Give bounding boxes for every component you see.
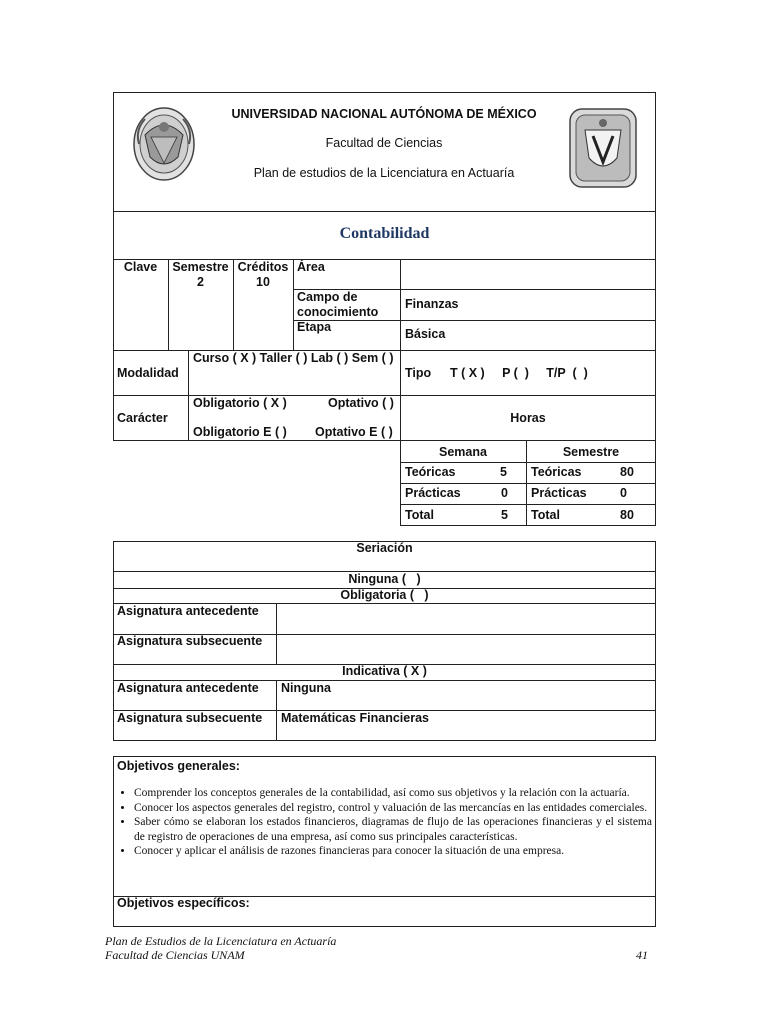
faculty-name: Facultad de Ciencias [325,136,443,150]
creditos-label: Créditos [237,260,289,274]
ind-subsecuente-value: Matemáticas Financieras [281,711,429,725]
obligatorio-option: Obligatorio ( X ) [193,396,287,410]
etapa-label: Etapa [297,320,332,334]
clave-label: Clave [123,260,158,274]
objetivos-list [117,786,652,859]
campo-label: Campo de conocimiento [297,290,379,319]
indicativa-option: Indicativa ( X ) [342,664,427,678]
footer-line1: Plan de Estudios de la Licenciatura en Actuaría [105,934,337,948]
ind-antecedente-value: Ninguna [281,681,331,695]
tipo-value: T ( X ) P ( ) T/P ( ) [450,366,588,380]
course-title: Contabilidad [339,225,430,242]
objetivo-item: • Conocer y aplicar el análisis de razones financieras para conocer la situación de una empresa. [134,844,652,859]
objetivo-item: • Conocer los aspectos generales del registro, control y valuación de las mercancías en las entidades comerciales. [134,801,652,816]
obligatorio-e-option: Obligatorio E ( ) [193,425,287,439]
area-label: Área [297,260,325,274]
plan-name: Plan de estudios de la Licenciatura en Actuaría [253,166,515,180]
university-name: UNIVERSIDAD NACIONAL AUTÓNOMA DE MÉXICO [231,107,537,121]
total-semana: 5 [501,508,508,522]
teoricas-semestre: 80 [620,465,634,479]
oblig-subsecuente-label: Asignatura subsecuente [117,634,263,648]
practicas-semestre: 0 [620,486,627,500]
semestre-value: 2 [197,275,204,289]
etapa-value: Básica [405,327,446,341]
total-semestre: 80 [620,508,634,522]
unam-seal-icon [131,105,197,183]
oblig-antecedente-label: Asignatura antecedente [117,604,259,618]
teoricas-semana: 5 [500,465,507,479]
ninguna-option: Ninguna ( ) [348,572,421,586]
modalidad-label: Modalidad [117,366,179,380]
practicas-label: Prácticas [405,486,461,500]
obligatoria-option: Obligatoria ( ) [340,588,429,602]
tipo-label: Tipo [405,366,432,380]
modalidad-value: Curso ( X ) Taller ( ) Lab ( ) Sem ( ) [193,351,394,365]
semestre-label: Semestre [172,260,229,274]
seriacion-title: Seriación [356,541,413,555]
objetivo-item: • Comprender los conceptos generales de la contabilidad, así como sus objetivos y la relación con la actuaría. [134,786,652,801]
objetivos-especificos-label: Objetivos específicos: [117,896,250,910]
horas-label: Horas [510,411,546,425]
campo-value: Finanzas [405,297,459,311]
optativo-e-option: Optativo E ( ) [315,425,393,439]
semana-header: Semana [439,445,487,459]
total-semestre-label: Total [531,508,560,522]
ind-antecedente-label: Asignatura antecedente [117,681,259,695]
optativo-option: Optativo ( ) [328,396,394,410]
objetivo-item: • Saber cómo se elaboran los estados financieros, diagramas de flujo de las operaciones financieras y el sistema de registro de operaciones de una empresa, así como sus principales características. [134,815,652,844]
total-label: Total [405,508,434,522]
semestre-header: Semestre [562,445,620,459]
creditos-value: 10 [256,275,270,289]
ind-subsecuente-label: Asignatura subsecuente [117,711,263,725]
page-number: 41 [636,948,648,962]
practicas-semana: 0 [501,486,508,500]
teoricas-label: Teóricas [405,465,456,479]
caracter-label: Carácter [117,411,168,425]
practicas-semestre-label: Prácticas [531,486,587,500]
teoricas-semestre-label: Teóricas [531,465,582,479]
footer-line2: Facultad de Ciencias UNAM [105,948,245,962]
faculty-seal-icon [569,108,637,188]
objetivos-generales-label: Objetivos generales: [117,759,240,773]
